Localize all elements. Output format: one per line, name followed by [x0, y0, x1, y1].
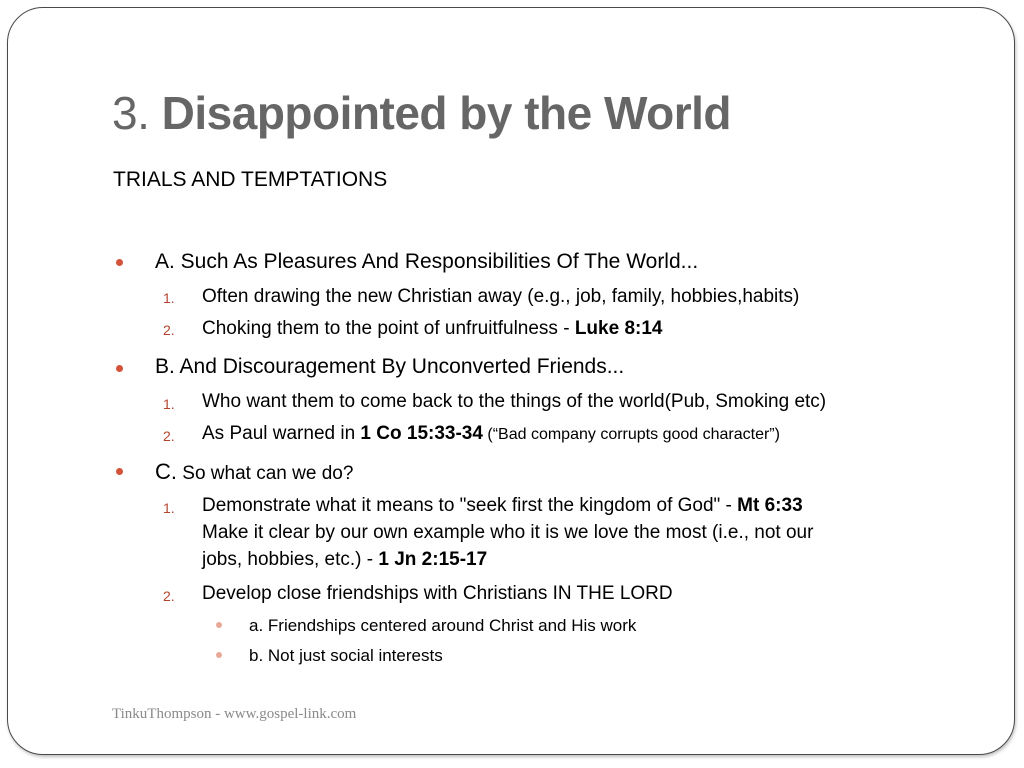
- list-number: 2.: [163, 428, 175, 444]
- list-number: 2.: [163, 322, 175, 338]
- bullet-dot: [116, 365, 123, 372]
- scripture-ref: 1 Jn 2:15-17: [378, 549, 488, 570]
- list-number: 1.: [163, 396, 175, 412]
- section-c-heading: [155, 459, 353, 485]
- slide-footer: TinkuThompson - www.gospel-link.com: [112, 706, 357, 722]
- list-item: Often drawing the new Christian away (e.g., job, family, hobbies,habits): [202, 286, 800, 307]
- bullet-dot: [116, 468, 123, 475]
- list-item-line: [202, 495, 803, 517]
- list-item: Develop close friendships with Christians IN THE LORD: [202, 583, 673, 604]
- sub-list-item: a. Friendships centered around Christ and His work: [249, 616, 637, 635]
- scripture-ref: 1 Co 15:33-34: [360, 423, 483, 444]
- title-text: Disappointed by the World: [161, 87, 731, 139]
- quote-text: (“Bad company corrupts good character”): [482, 426, 780, 443]
- list-item-line: [202, 549, 487, 571]
- bullet-dot: [116, 259, 123, 266]
- sub-bullet-dot: [216, 622, 222, 628]
- item-text: As Paul warned in: [202, 423, 361, 444]
- sub-list-item: b. Not just social interests: [249, 646, 443, 665]
- title-number: 3.: [112, 87, 150, 139]
- list-item: [202, 318, 662, 340]
- list-number: 1.: [163, 290, 175, 306]
- list-number: 2.: [163, 588, 175, 604]
- list-item-line: Make it clear by our own example who it is we love the most (i.e., not our: [202, 522, 814, 543]
- slide-title: [112, 86, 731, 140]
- list-item: [202, 423, 780, 445]
- list-number: 1.: [163, 500, 175, 516]
- item-text: Demonstrate what it means to "seek first the kingdom of God" -: [202, 495, 738, 516]
- item-text: Choking them to the point of unfruitfulness -: [202, 318, 575, 339]
- sub-bullet-dot: [216, 652, 222, 658]
- section-c-label: So what can we do?: [177, 463, 354, 484]
- section-a-heading: A. Such As Pleasures And Responsibilities Of The World...: [155, 250, 699, 273]
- slide-subtitle: TRIALS AND TEMPTATIONS: [113, 168, 388, 191]
- scripture-ref: Mt 6:33: [737, 495, 803, 516]
- scripture-ref: Luke 8:14: [574, 318, 663, 339]
- list-item: Who want them to come back to the things of the world(Pub, Smoking etc): [202, 391, 827, 412]
- section-c-prefix: C.: [155, 459, 177, 484]
- section-b-heading: B. And Discouragement By Unconverted Friends...: [155, 355, 625, 378]
- item-text: jobs, hobbies, etc.) -: [202, 549, 379, 570]
